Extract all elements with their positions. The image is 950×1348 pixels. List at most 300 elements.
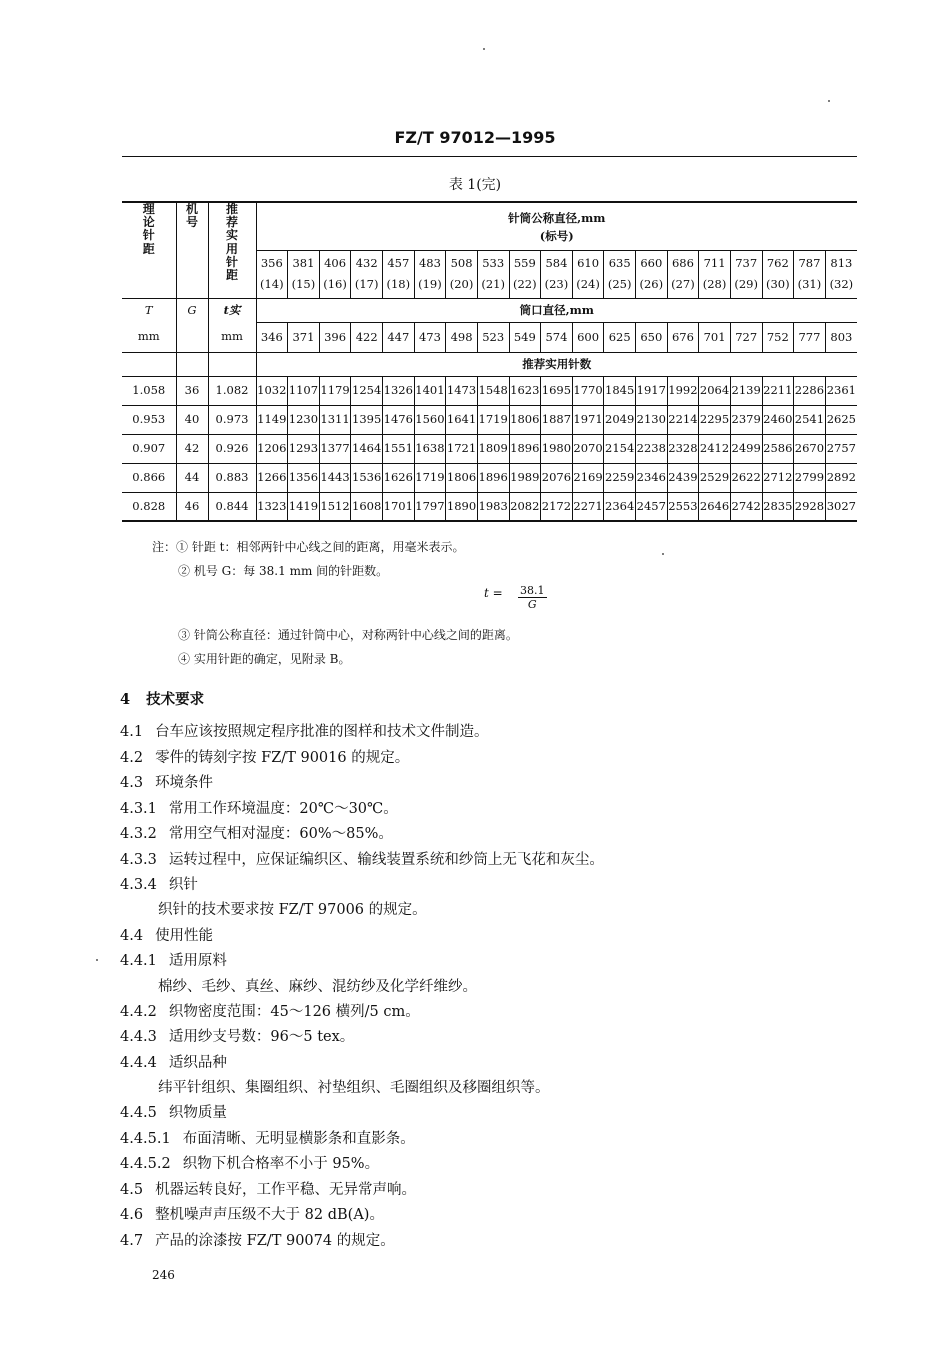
- needle-count-value: 1719: [477, 405, 509, 434]
- section-text: 织针: [168, 877, 198, 893]
- diameter-value: 457: [387, 256, 410, 271]
- needle-count-value: 2625: [825, 405, 857, 434]
- section-number: 4.4.2: [120, 1004, 157, 1020]
- section-text: 织物质量: [168, 1105, 227, 1121]
- mouth-diameter-value: 371: [288, 322, 320, 352]
- needle-count-value: 1797: [414, 492, 446, 521]
- gauge-mark: (29): [734, 277, 758, 291]
- machine-gauge-value: 36: [176, 376, 208, 405]
- note-2: ② 机号 G：每 38.1 mm 间的针距数。: [178, 564, 389, 578]
- needle-count-value: 3027: [825, 492, 857, 521]
- needle-count-value: 2271: [572, 492, 604, 521]
- section-text: 运转过程中，应保证编织区、输线装置系统和纱筒上无飞花和灰尘。: [168, 852, 604, 868]
- mouth-diameter-value: 625: [604, 322, 636, 352]
- needle-count-value: 1179: [319, 376, 351, 405]
- section-line: [120, 1025, 354, 1046]
- section-line: [120, 949, 227, 970]
- note-1: 注：① 针距 t：相邻两针中心线之间的距离，用毫米表示。: [152, 540, 465, 554]
- gauge-mark: (25): [607, 277, 632, 291]
- section-number: 4.6: [120, 1207, 144, 1223]
- section-text: 环境条件: [155, 775, 214, 791]
- mouth-diameter-value: 574: [541, 322, 573, 352]
- gauge-mark: (28): [702, 277, 727, 291]
- gauge-mark: (24): [576, 277, 600, 291]
- cylinder-diameter-header: [256, 202, 857, 250]
- mouth-diameter-value: 396: [319, 322, 351, 352]
- practical-gauge-value: 0.883: [208, 463, 256, 492]
- header-char: 理: [142, 202, 155, 216]
- needle-count-value: 2646: [699, 492, 731, 521]
- needle-count-value: 1983: [477, 492, 509, 521]
- mouth-diameter-value: 523: [477, 322, 509, 352]
- needle-count-value: 1719: [414, 463, 446, 492]
- needle-count-value: 1473: [446, 376, 478, 405]
- needle-count-value: 1770: [572, 376, 604, 405]
- mouth-diameter-value: 346: [256, 322, 288, 352]
- section-number: 4.4.5.2: [120, 1156, 171, 1172]
- diameter-cell: [477, 250, 509, 298]
- diameter-value: 737: [735, 256, 758, 271]
- needle-count-value: 2328: [667, 434, 699, 463]
- needle-count-value: 2712: [762, 463, 794, 492]
- mouth-diameter-value: 777: [794, 322, 826, 352]
- section-number: 4.7: [120, 1233, 144, 1249]
- needle-count-value: 2238: [636, 434, 668, 463]
- section-line: [120, 1229, 395, 1250]
- section-line: [158, 1076, 550, 1097]
- section-number: 4.4: [120, 928, 144, 944]
- diameter-value: 356: [260, 256, 283, 271]
- diameter-value: 406: [324, 256, 347, 271]
- section-text: 适织品种: [168, 1055, 227, 1071]
- header-char: 号: [185, 215, 198, 230]
- diameter-cell: [604, 250, 636, 298]
- diameter-cell: [667, 250, 699, 298]
- diameter-cell: [383, 250, 415, 298]
- theoretical-gauge-value: 0.828: [122, 492, 176, 521]
- section-number: 4.3: [120, 775, 144, 791]
- needle-count-value: 2361: [825, 376, 857, 405]
- table-row: [122, 376, 857, 405]
- mouth-diameter-value: 498: [446, 322, 478, 352]
- needle-count-value: 2799: [794, 463, 826, 492]
- diameter-value: 508: [450, 256, 473, 271]
- needle-count-value: 2064: [699, 376, 731, 405]
- section-number: 4.4.4: [120, 1055, 157, 1071]
- needle-count-value: 2130: [636, 405, 668, 434]
- needle-count-table: [122, 201, 857, 522]
- gauge-mark: (17): [354, 277, 379, 291]
- needle-count-value: 2211: [762, 376, 794, 405]
- section-text: 织物下机合格率不小于 95%。: [182, 1156, 380, 1172]
- needle-count-value: 1896: [509, 434, 541, 463]
- section-text: 棉纱、毛纱、真丝、麻纱、混纺纱及化学纤维纱。: [158, 979, 477, 995]
- section-number: 4.3.4: [120, 877, 157, 893]
- needle-count-value: 1992: [667, 376, 699, 405]
- needle-count-value: 1536: [351, 463, 383, 492]
- section-number: 4.4.1: [120, 953, 157, 969]
- section-line: [120, 771, 213, 792]
- needle-count-value: 2460: [762, 405, 794, 434]
- needle-count-value: 1476: [383, 405, 415, 434]
- needle-count-value: 1641: [446, 405, 478, 434]
- needle-count-value: 2892: [825, 463, 857, 492]
- practical-gauge-value: 1.082: [208, 376, 256, 405]
- section-line: [120, 848, 604, 869]
- needle-count-value: 1419: [288, 492, 320, 521]
- diameter-value: 381: [292, 256, 315, 271]
- gauge-mark: (20): [449, 277, 474, 291]
- section-text: 适用原料: [168, 953, 227, 969]
- diameter-value: 711: [703, 256, 726, 271]
- needle-count-value: 1206: [256, 434, 288, 463]
- practical-gauge-value: 0.926: [208, 434, 256, 463]
- section-text: 织物密度范围：45～126 横列/5 cm。: [168, 1004, 420, 1020]
- section-number: 4: [120, 691, 131, 708]
- header-rule: [122, 156, 857, 157]
- needle-count-value: 2379: [730, 405, 762, 434]
- symbol-t-practical: t实: [208, 298, 256, 322]
- empty-cell: [176, 322, 208, 352]
- empty-cell: [122, 352, 176, 376]
- header-char: 针: [225, 254, 238, 269]
- symbol-G: G: [176, 298, 208, 322]
- note-3: ③ 针筒公称直径：通过针筒中心，对称两针中心线之间的距离。: [178, 628, 518, 642]
- needle-count-value: 2139: [730, 376, 762, 405]
- diameter-value: 813: [830, 256, 853, 271]
- needle-count-value: 2457: [636, 492, 668, 521]
- needle-count-value: 2553: [667, 492, 699, 521]
- section-text: 产品的涂漆按 FZ/T 90074 的规定。: [155, 1233, 395, 1249]
- section-line: [120, 746, 409, 767]
- needle-count-value: 1254: [351, 376, 383, 405]
- needle-count-value: 1326: [383, 376, 415, 405]
- needle-count-value: 1395: [351, 405, 383, 434]
- mouth-diameter-value: 803: [825, 322, 857, 352]
- section-text: 适用纱支号数：96～5 tex。: [168, 1029, 355, 1045]
- theoretical-gauge-value: 1.058: [122, 376, 176, 405]
- needle-count-value: 2070: [572, 434, 604, 463]
- needle-count-value: 1464: [351, 434, 383, 463]
- needle-count-value: 1608: [351, 492, 383, 521]
- gauge-mark: (16): [323, 277, 347, 291]
- needle-count-value: 1401: [414, 376, 446, 405]
- needle-count-value: 1980: [541, 434, 573, 463]
- diameter-cell: [825, 250, 857, 298]
- needle-count-value: 2835: [762, 492, 794, 521]
- needle-count-value: 2259: [604, 463, 636, 492]
- header-char: 论: [142, 215, 155, 230]
- scan-speck: [828, 100, 830, 102]
- diameter-cell: [730, 250, 762, 298]
- needle-count-value: 2499: [730, 434, 762, 463]
- mouth-diameter-value: 752: [762, 322, 794, 352]
- diameter-value: 610: [577, 256, 600, 271]
- needle-count-value: 2541: [794, 405, 826, 434]
- header-char: 机: [185, 202, 198, 216]
- table-caption: 表 1(完): [448, 177, 502, 193]
- needle-count-value: 1971: [572, 405, 604, 434]
- mouth-diameter-value: 727: [730, 322, 762, 352]
- needle-count-value: 1890: [446, 492, 478, 521]
- section-number: 4.1: [120, 724, 144, 740]
- diameter-value: 483: [418, 256, 441, 271]
- mouth-diameter-value: 549: [509, 322, 541, 352]
- needle-count-value: 2172: [541, 492, 573, 521]
- theoretical-gauge-header: [122, 202, 176, 298]
- mouth-diameter-value: 422: [351, 322, 383, 352]
- header-char: 推: [225, 202, 238, 216]
- section-text: 使用性能: [155, 928, 214, 944]
- header-char: 距: [225, 267, 238, 282]
- section-line: [120, 1152, 379, 1173]
- symbol-T: T: [122, 298, 176, 322]
- machine-gauge-value: 40: [176, 405, 208, 434]
- needle-count-value: 1623: [509, 376, 541, 405]
- section-line: [120, 720, 489, 741]
- header-char: 用: [225, 241, 238, 256]
- formula-denominator: G: [527, 598, 537, 611]
- section-line: [120, 924, 213, 945]
- mouth-diameter-value: 650: [636, 322, 668, 352]
- gauge-mark: (19): [418, 277, 442, 291]
- theoretical-gauge-value: 0.907: [122, 434, 176, 463]
- needle-count-value: 1896: [477, 463, 509, 492]
- diameter-cell: [509, 250, 541, 298]
- gauge-mark: (21): [481, 277, 505, 291]
- needle-count-value: 2529: [699, 463, 731, 492]
- section-line: [120, 797, 398, 818]
- unit-mm: mm: [208, 322, 256, 352]
- needle-count-value: 1989: [509, 463, 541, 492]
- diameter-value: 787: [798, 256, 821, 271]
- needle-count-value: 1377: [319, 434, 351, 463]
- mouth-diameter-header: 筒口直径,mm: [256, 298, 857, 322]
- formula-fraction: [518, 584, 547, 611]
- mouth-diameter-value: 473: [414, 322, 446, 352]
- empty-cell: [208, 352, 256, 376]
- needle-count-value: 1701: [383, 492, 415, 521]
- gauge-mark: (26): [639, 277, 664, 291]
- diameter-cell: [414, 250, 446, 298]
- needle-count-value: 2586: [762, 434, 794, 463]
- diameter-cell: [351, 250, 383, 298]
- section-text: 整机噪声声压级不大于 82 dB(A)。: [155, 1207, 384, 1223]
- theoretical-gauge-value: 0.953: [122, 405, 176, 434]
- needle-count-value: 2346: [636, 463, 668, 492]
- diameter-value: 432: [355, 256, 378, 271]
- empty-cell: [176, 352, 208, 376]
- section-line: [120, 1178, 416, 1199]
- section-line: [120, 873, 198, 894]
- diameter-value: 686: [671, 256, 694, 271]
- scan-speck: [662, 553, 664, 555]
- needle-count-value: 1806: [509, 405, 541, 434]
- needle-count-value: 2214: [667, 405, 699, 434]
- section-line: [120, 1127, 415, 1148]
- diameter-cell: [541, 250, 573, 298]
- needle-count-value: 2622: [730, 463, 762, 492]
- needle-count-value: 1293: [288, 434, 320, 463]
- needle-count-value: 1806: [446, 463, 478, 492]
- section-number: 4.3.3: [120, 852, 157, 868]
- practical-gauge-value: 0.973: [208, 405, 256, 434]
- gauge-mark: (18): [386, 277, 411, 291]
- needle-count-value: 1032: [256, 376, 288, 405]
- standard-code-header: FZ/T 97012—1995: [394, 128, 556, 147]
- gauge-mark: (31): [797, 277, 822, 291]
- needle-count-value: 1887: [541, 405, 573, 434]
- diameter-cell: [256, 250, 288, 298]
- needle-count-value: 2082: [509, 492, 541, 521]
- section-text: 常用工作环境温度：20℃～30℃。: [168, 801, 398, 817]
- header-char: 距: [142, 241, 155, 256]
- needle-count-value: 1323: [256, 492, 288, 521]
- section-text: 零件的铸刻字按 FZ/T 90016 的规定。: [155, 750, 410, 766]
- needle-count-value: 2742: [730, 492, 762, 521]
- needle-count-value: 2076: [541, 463, 573, 492]
- needle-count-value: 1230: [288, 405, 320, 434]
- header-char: 实: [225, 228, 238, 243]
- diameter-cell: [319, 250, 351, 298]
- needle-count-value: 2286: [794, 376, 826, 405]
- header-char: 荐: [225, 215, 238, 230]
- needle-count-value: 2154: [604, 434, 636, 463]
- section-number: 4.4.5.1: [120, 1131, 171, 1147]
- section-number: 4.4.3: [120, 1029, 157, 1045]
- section-number: 4.3.2: [120, 826, 157, 842]
- needle-count-header: 推荐实用针数: [256, 352, 857, 376]
- scan-speck: [483, 48, 485, 50]
- needle-count-value: 1626: [383, 463, 415, 492]
- page-number: 246: [152, 1268, 175, 1282]
- gauge-mark: (14): [260, 277, 284, 291]
- section-number: 4.5: [120, 1182, 144, 1198]
- gauge-mark: (22): [513, 277, 537, 291]
- gauge-mark: (30): [766, 277, 790, 291]
- gauge-mark: (27): [671, 277, 695, 291]
- needle-count-value: 1845: [604, 376, 636, 405]
- machine-gauge-value: 42: [176, 434, 208, 463]
- section-line: [120, 1101, 227, 1122]
- needle-count-value: 1560: [414, 405, 446, 434]
- mouth-diameter-value: 676: [667, 322, 699, 352]
- diameter-value: 584: [545, 256, 568, 271]
- group-title: 针筒公称直径,mm: [508, 210, 606, 225]
- section-text: 纬平针组织、集圈组织、衬垫组织、毛圈组织及移圈组织等。: [158, 1080, 550, 1096]
- group-subtitle: (标号): [539, 229, 574, 244]
- needle-count-value: 1266: [256, 463, 288, 492]
- needle-count-value: 1917: [636, 376, 668, 405]
- needle-count-value: 2439: [667, 463, 699, 492]
- needle-count-value: 1107: [288, 376, 320, 405]
- section-line: [120, 822, 393, 843]
- scan-speck: [96, 959, 98, 961]
- header-char: 针: [142, 228, 155, 243]
- section-text: 织针的技术要求按 FZ/T 97006 的规定。: [158, 902, 427, 918]
- section-text: 常用空气相对湿度：60%～85%。: [168, 826, 393, 842]
- machine-gauge-value: 46: [176, 492, 208, 521]
- diameter-cell: [636, 250, 668, 298]
- section-number: 4.3.1: [120, 801, 157, 817]
- diameter-value: 660: [640, 256, 663, 271]
- needle-count-value: 1149: [256, 405, 288, 434]
- table-row: [122, 463, 857, 492]
- diameter-value: 635: [608, 256, 631, 271]
- section-text: 机器运转良好，工作平稳、无异常声响。: [155, 1182, 417, 1198]
- gauge-mark: (32): [829, 277, 854, 291]
- diameter-value: 559: [513, 256, 536, 271]
- needle-count-value: 1551: [383, 434, 415, 463]
- diameter-value: 762: [766, 256, 789, 271]
- formula-numerator: 38.1: [520, 584, 545, 597]
- section-number: 4.4.5: [120, 1105, 157, 1121]
- needle-count-value: 2928: [794, 492, 826, 521]
- practical-gauge-header: [208, 202, 256, 298]
- mouth-diameter-value: 701: [699, 322, 731, 352]
- machine-gauge-value: 44: [176, 463, 208, 492]
- mouth-diameter-value: 447: [383, 322, 415, 352]
- table-row: [122, 492, 857, 521]
- formula-lhs: t =: [484, 586, 503, 600]
- section-heading: [120, 688, 204, 709]
- needle-count-value: 2049: [604, 405, 636, 434]
- diameter-cell: [288, 250, 320, 298]
- needle-count-value: 2169: [572, 463, 604, 492]
- needle-count-value: 1356: [288, 463, 320, 492]
- diameter-value: 533: [482, 256, 505, 271]
- section-line: [120, 1000, 420, 1021]
- section-line: [158, 975, 477, 996]
- needle-count-value: 2757: [825, 434, 857, 463]
- diameter-cell: [699, 250, 731, 298]
- needle-count-value: 2412: [699, 434, 731, 463]
- needle-count-value: 2670: [794, 434, 826, 463]
- needle-count-value: 2364: [604, 492, 636, 521]
- note-4: ④ 实用针距的确定，见附录 B。: [178, 652, 351, 666]
- section-text: 台车应该按照规定程序批准的图样和技术文件制造。: [155, 724, 489, 740]
- section-text: 布面清晰、无明显横影条和直影条。: [182, 1131, 415, 1147]
- needle-count-value: 1443: [319, 463, 351, 492]
- theoretical-gauge-value: 0.866: [122, 463, 176, 492]
- mouth-diameter-value: 600: [572, 322, 604, 352]
- machine-gauge-header: [176, 202, 208, 298]
- needle-count-value: 1512: [319, 492, 351, 521]
- diameter-cell: [794, 250, 826, 298]
- section-line: [158, 898, 427, 919]
- unit-mm: mm: [122, 322, 176, 352]
- needle-count-value: 2295: [699, 405, 731, 434]
- diameter-cell: [572, 250, 604, 298]
- diameter-cell: [762, 250, 794, 298]
- needle-count-value: 1695: [541, 376, 573, 405]
- section-number: 4.2: [120, 750, 144, 766]
- section-line: [120, 1203, 384, 1224]
- table-row: [122, 405, 857, 434]
- diameter-cell: [446, 250, 478, 298]
- needle-count-value: 1638: [414, 434, 446, 463]
- gauge-mark: (15): [291, 277, 316, 291]
- section-text: 技术要求: [146, 691, 205, 708]
- needle-count-value: 1548: [477, 376, 509, 405]
- section-line: [120, 1051, 227, 1072]
- needle-count-value: 1721: [446, 434, 478, 463]
- needle-count-value: 1809: [477, 434, 509, 463]
- needle-count-value: 1311: [319, 405, 351, 434]
- gauge-mark: (23): [544, 277, 569, 291]
- table-row: [122, 434, 857, 463]
- practical-gauge-value: 0.844: [208, 492, 256, 521]
